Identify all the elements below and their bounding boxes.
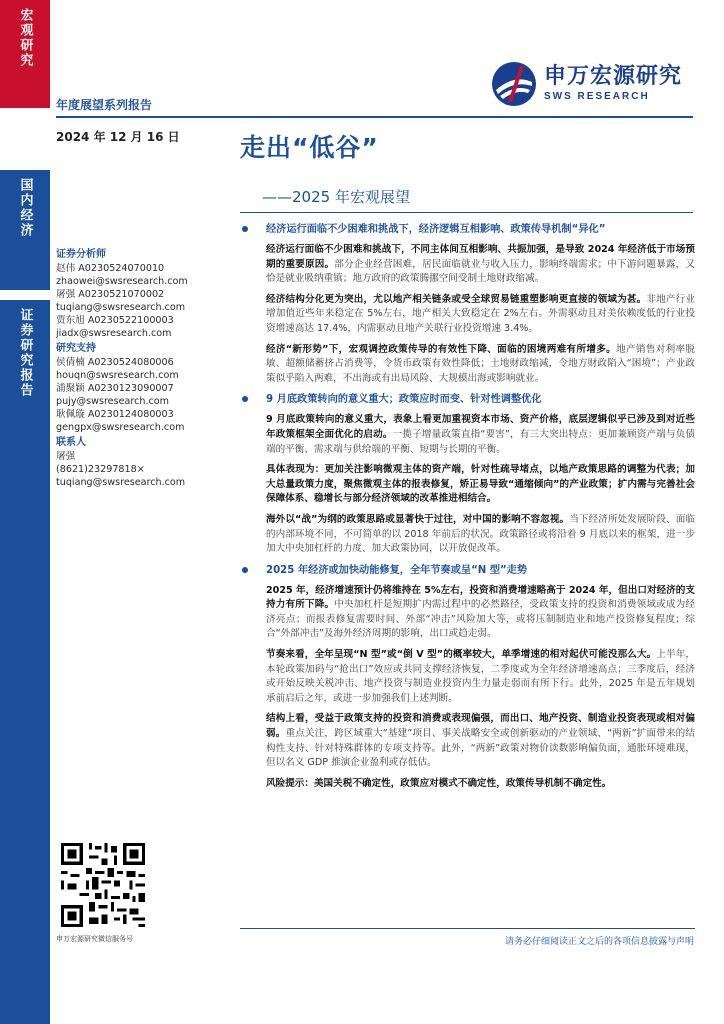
contact-line: (8621)23297818× xyxy=(56,464,145,475)
paragraph xyxy=(240,513,695,557)
summary-content xyxy=(240,222,695,797)
contact-line: tuqiang@swsresearch.com xyxy=(56,477,186,488)
side-strip xyxy=(0,0,50,1024)
side-tag-domestic xyxy=(0,170,50,290)
report-date: 2024 年 12 月 16 日 xyxy=(56,130,180,144)
contact-line: 屠强 xyxy=(56,451,76,462)
report-title: 走出“低谷” xyxy=(240,133,379,162)
paragraph xyxy=(240,293,695,337)
sws-logo-icon xyxy=(490,60,538,108)
paragraph-body: 一揽子增量政策直指“要害”，有三大突出特点：更加兼顾资产端与负债端的平衡、需求端与供给端的平衡、短期与长期的平衡。 xyxy=(266,428,695,455)
footer-divider xyxy=(240,928,695,929)
paragraph-body: 部分企业经营困难，居民面临就业与收入压力，影响终端需求；中下游问题暴露，又恰是就业吸纳重镇；地方政府的政策腾挪空间受制土地财政缩减。 xyxy=(266,258,696,285)
risk-warning xyxy=(240,777,695,792)
paragraph-lead: 海外以“战”为纲的政策思路或显著快于过往，对中国的影响不容忽视。 xyxy=(266,513,570,525)
disclosure-link[interactable]: 请务必仔细阅读正文之后的各项信息披露与声明 xyxy=(504,937,694,947)
support-line: gengpx@swsresearch.com xyxy=(56,422,185,433)
report-subtitle: ——2025 年宏观展望 xyxy=(262,188,410,206)
paragraph xyxy=(240,243,695,287)
paragraph xyxy=(240,413,695,457)
bullet-dot-icon xyxy=(242,226,248,232)
paragraph-body: 非地产行业增加值近些年来稳定在 5%左右，地产相关大致稳定在 2%左右。外需驱动且对美依赖度低的行业投资增速高达 17.4%，内需驱动且地产关联行业投资增速 3.4%。 xyxy=(266,293,695,334)
paragraph-body: 地产销售对利率脱敏、超额储蓄挤占消费等，令货币政策有效性降低；土地财政缩减，令地方财政陷入“困境”；产业政策似乎陷入两难，不出海或有出局风险、大规模出海或影响就业。 xyxy=(266,343,695,384)
side-tag-report-label: 证券研究报告 xyxy=(17,308,33,398)
paragraph-body: 中央加杠杆是短期扩内需过程中的必然路径，受政策支持的投资和消费领域或成为经济亮点；而报表修复需要时间、外部“冲击”风险加大等，或将压制制造业和地产投资修复程度；综合“外部冲击”及海外经济周期的影响，出口或趋走弱。 xyxy=(266,599,696,640)
paragraph-lead: 结构上看，受益于政策支持的投资和消费或表现偏强，而出口、地产投资、制造业投资表现或相对偏弱。 xyxy=(266,713,695,740)
contacts-panel xyxy=(56,246,234,489)
contact-heading: 联系人 xyxy=(56,437,86,448)
support-line: 耿佩璇 A0230124080003 xyxy=(56,409,174,420)
section-heading-text: 2025 年经济或加快动能修复，全年节奏或呈“N 型”走势 xyxy=(266,564,528,576)
report-series: 年度展望系列报告 xyxy=(56,98,153,112)
brand-name-en: SWS RESEARCH xyxy=(544,91,650,102)
analyst-line: 赵伟 A0230524070010 xyxy=(56,263,165,274)
side-tag-macro xyxy=(0,0,50,108)
side-tag-macro-label: 宏观研究 xyxy=(17,8,33,68)
analyst-line: zhaowei@swsresearch.com xyxy=(56,276,188,287)
paragraph xyxy=(240,343,695,387)
support-line: 浦聚颖 A0230123090007 xyxy=(56,383,174,394)
paragraph-lead: 经济结构分化更为突出，尤以地产相关链条或受全球贸易链重塑影响更直接的领域为甚。 xyxy=(266,293,647,305)
brand-text xyxy=(544,64,682,104)
qr-caption: 申万宏源研究微信服务号 xyxy=(56,935,133,943)
subtitle-divider xyxy=(240,212,693,213)
side-tag-report xyxy=(0,300,50,1024)
paragraph-lead: 风险提示：美国关税不确定性，政策应对模式不确定性，政策传导机制不确定性。 xyxy=(266,777,612,789)
qr-code-icon xyxy=(58,840,148,930)
analyst-line: 贾东旭 A0230522100003 xyxy=(56,315,174,326)
section-heading xyxy=(240,392,695,407)
analyst-line: tuqiang@swsresearch.com xyxy=(56,302,186,313)
support-line: 侯倩楠 A0230524080006 xyxy=(56,357,174,368)
paragraph xyxy=(240,648,695,706)
paragraph-lead: 2025 年，经济增速预计仍将维持在 5%左右，投资和消费增速略高于 2024 年，但出口对经济的支持力有所下降。 xyxy=(266,584,695,611)
paragraph xyxy=(240,712,695,770)
bullet-dot-icon xyxy=(242,396,248,402)
paragraph-lead: 经济运行面临不少困难和挑战下，不同主体间互相影响、共振加强，是导致 2024 年经济低于市场预期的重要原因。 xyxy=(266,244,695,270)
analyst-heading: 证券分析师 xyxy=(56,249,106,260)
analyst-line: 屠强 A0230521070002 xyxy=(56,289,165,300)
analyst-line: jiadx@swsresearch.com xyxy=(56,328,172,339)
paragraph xyxy=(240,463,695,507)
paragraph-lead: 节奏来看，全年呈现“N 型”或“倒 V 型”的概率较大，单季增速的相对起伏可能没那么大。 xyxy=(266,649,657,661)
bullet-dot-icon xyxy=(242,567,248,573)
paragraph-lead: 具体表现为：更加关注影响微观主体的资产端，针对性疏导堵点，以地产政策思路的调整为代表；加大总量政策力度，聚焦微观主体的报表修复，矫正易导致“通缩倾向”的产业政策；扩内需与完善社会保障体系、稳增长与部分经济领域的改革推进相结合。 xyxy=(266,464,695,505)
header-divider xyxy=(56,116,693,118)
brand-logo xyxy=(490,58,700,110)
paragraph-body: 上半年，本轮政策加码与“抢出口”效应或共同支撑经济恢复，二季度或为全年经济增速高点；三季度后，经济或开始反映关税冲击、地产投资与制造业投资内生力量走弱而有所下行。此外，2025 年是五年规划承前启后之年，或进一步加强我们上述判断。 xyxy=(266,649,696,704)
paragraph-lead: 经济“新形势”下，宏观调控政策传导的有效性下降、面临的困境两难有所增多。 xyxy=(266,343,617,355)
section-heading-text: 9 月底政策转向的意义重大；政策应时而变、针对性调整优化 xyxy=(266,394,542,406)
support-line: houqn@swsresearch.com xyxy=(56,370,179,381)
paragraph xyxy=(240,584,695,642)
section-heading-text: 经济运行面临不少困难和挑战下，经济逻辑互相影响、政策传导机制“异化” xyxy=(266,224,606,235)
paragraph-body: 重点关注，跨区域重大“基建”项目、事关战略安全或创新驱动的产业领域、“两新”扩面带来的结构性支持、针对特殊群体的专项支持等。此外，“两新”政策对物价读数影响偏负面，通胀环境难现，但以名义 GDP 推演企业盈利或存低估。 xyxy=(266,728,695,769)
section-heading xyxy=(240,222,695,237)
side-tag-domestic-label: 国内经济 xyxy=(17,178,33,238)
support-heading: 研究支持 xyxy=(56,343,96,354)
paragraph-body: 当下经济所处发展阶段、面临的内部环境不同，不可简单的以 2018 年前后的状况。政策路径或将沿着 9 月底以来的框架，进一步加大中央加杠杆的力度、加大政策协同，以开放促改革。 xyxy=(266,513,695,555)
support-line: pujy@swsresearch.com xyxy=(56,396,169,407)
brand-name-cn: 申万宏源研究 xyxy=(544,64,683,89)
section-heading xyxy=(240,563,695,578)
side-gap xyxy=(0,290,50,300)
side-gap xyxy=(0,108,50,170)
paragraph-lead: 9 月底政策转向的意义重大，表象上看更加重视资本市场、资产价格，底层逻辑似乎已涉及到对近些年政策框架全面优化的启动。 xyxy=(266,414,695,440)
